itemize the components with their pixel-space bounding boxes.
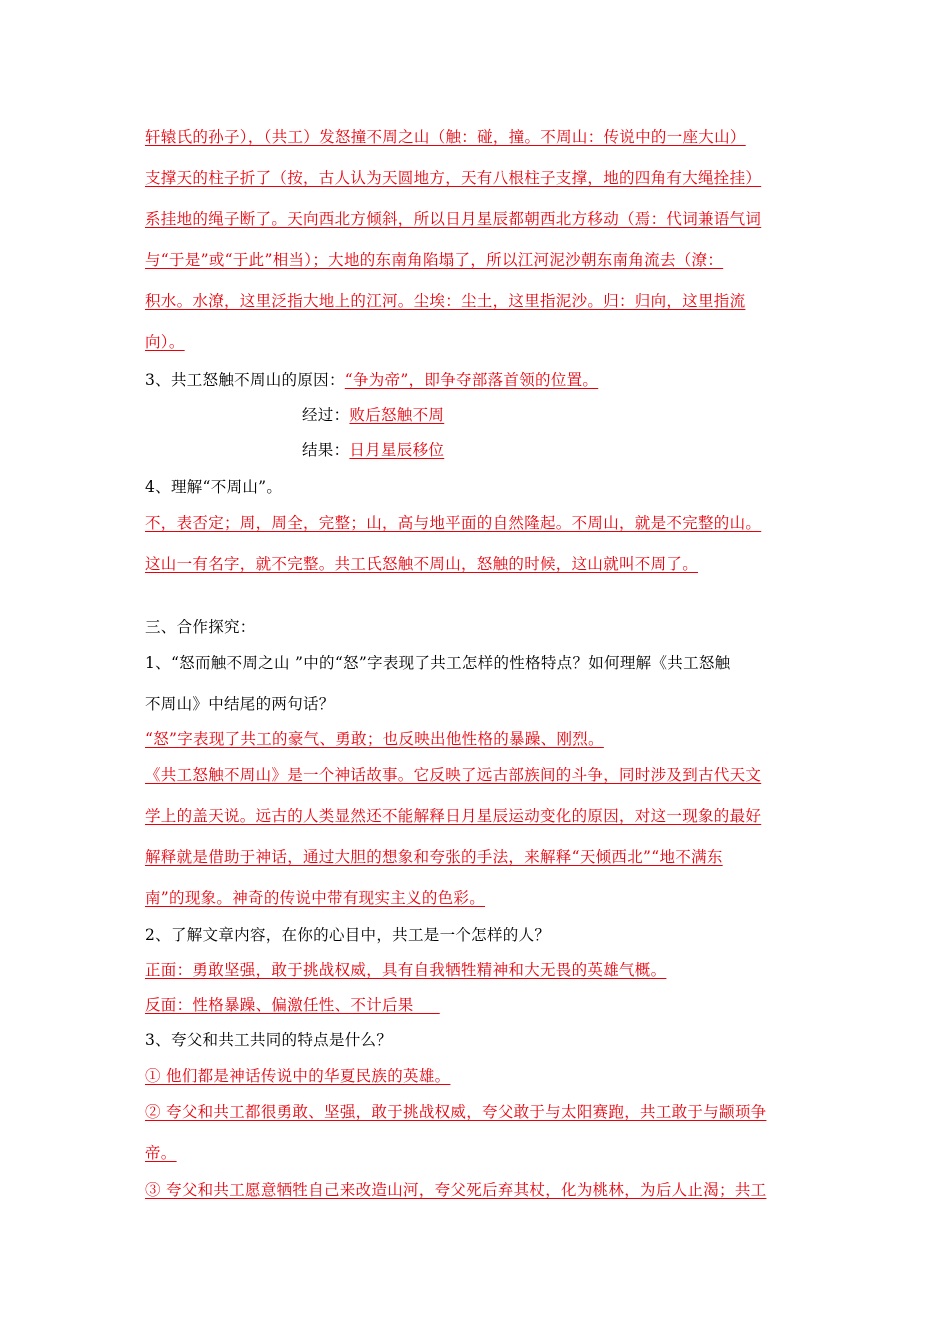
- answer-3-result: 日月星辰移位: [349, 441, 445, 459]
- annotation-line-4: 与“于是”或“于此”相当）；大地的东南角陷塌了，所以江河泥沙朝东南角流去（潦：: [145, 251, 724, 269]
- explore-answer-1-line-5: 南”的现象。神奇的传说中带有现实主义的色彩。: [145, 889, 486, 907]
- explore-answer-1-line-4: 解释就是借助于神话，通过大胆的想象和夸张的手法，来解释“天倾西北”“地不满东: [145, 848, 723, 866]
- answer-4-line-1: 不，表否定；周，周全，完整；山，高与地平面的自然隆起。不周山，就是不完整的山。: [145, 514, 762, 532]
- annotation-line-5: 积水。水潦，这里泛指大地上的江河。尘埃：尘土，这里指泥沙。归：归向，这里指流: [145, 292, 746, 310]
- answer-3-reason: “争为帝”，即争夺部落首领的位置。: [344, 371, 599, 389]
- explore-answer-3-point-2: ② 夸父和共工都很勇敢、坚强，敢于挑战权威，夸父敢于与太阳赛跑，共工敢于与颛顼争: [145, 1103, 767, 1121]
- annotation-line-3: 系挂地的绳子断了。天向西北方倾斜，所以日月星辰都朝西北方移动（焉：代词兼语气词: [145, 210, 762, 228]
- explore-question-1-line-2: 不周山》中结尾的两句话？: [145, 695, 335, 713]
- explore-answer-1-line-3: 学上的盖天说。远古的人类显然还不能解释日月星辰运动变化的原因，对这一现象的最好: [145, 807, 762, 825]
- explore-answer-3-point-2-cont: 帝。: [145, 1144, 177, 1162]
- explore-answer-3-point-1: ① 他们都是神话传说中的华夏民族的英雄。: [145, 1067, 451, 1085]
- explore-question-2: 2、了解文章内容，在你的心目中，共工是一个怎样的人？: [145, 926, 551, 944]
- explore-answer-1-line-2: 《共工怒触不周山》是一个神话故事。它反映了远古部族间的斗争，同时涉及到古代天文: [145, 766, 762, 784]
- annotation-line-6: 向）。: [145, 333, 185, 351]
- answer-3-process: 败后怒触不周: [349, 406, 445, 424]
- explore-answer-3-point-3: ③ 夸父和共工愿意牺牲自己来改造山河，夸父死后弃其杖，化为桃林，为后人止渴；共工: [145, 1181, 767, 1199]
- question-4: 4、理解“不周山”。: [145, 478, 283, 496]
- question-3-label: 3、共工怒触不周山的原因：: [145, 371, 345, 389]
- annotation-line-1: 轩辕氏的孙子），（共工）发怒撞不周之山（触：碰，撞。不周山：传说中的一座大山）: [145, 128, 746, 146]
- section-3-heading: 三、合作探究：: [145, 618, 256, 636]
- explore-answer-2-negative: 反面：性格暴躁、偏激任性、不计后果: [145, 996, 440, 1014]
- question-3-result: [302, 440, 444, 460]
- explore-answer-2-positive: 正面：勇敢坚强，敢于挑战权威，具有自我牺牲精神和大无畏的英雄气概。: [145, 961, 667, 979]
- explore-question-1-line-1: 1、“怒而触不周之山 ”中的“怒”字表现了共工怎样的性格特点？如何理解《共工怒触: [145, 654, 731, 672]
- answer-4-line-2: 这山一有名字，就不完整。共工氏怒触不周山，怒触的时候，这山就叫不周了。: [145, 555, 699, 573]
- result-label: 结果：: [302, 441, 350, 459]
- process-label: 经过：: [302, 406, 350, 424]
- question-3-process: [302, 405, 444, 425]
- explore-answer-1-line-1: “怒”字表现了共工的豪气、勇敢；也反映出他性格的暴躁、刚烈。: [145, 730, 604, 748]
- question-3-reason: [145, 370, 598, 390]
- explore-question-3: 3、夸父和共工共同的特点是什么？: [145, 1031, 393, 1049]
- annotation-line-2: 支撑天的柱子折了（按，古人认为天圆地方，天有八根柱子支撑，地的四角有大绳拴挂）: [145, 169, 762, 187]
